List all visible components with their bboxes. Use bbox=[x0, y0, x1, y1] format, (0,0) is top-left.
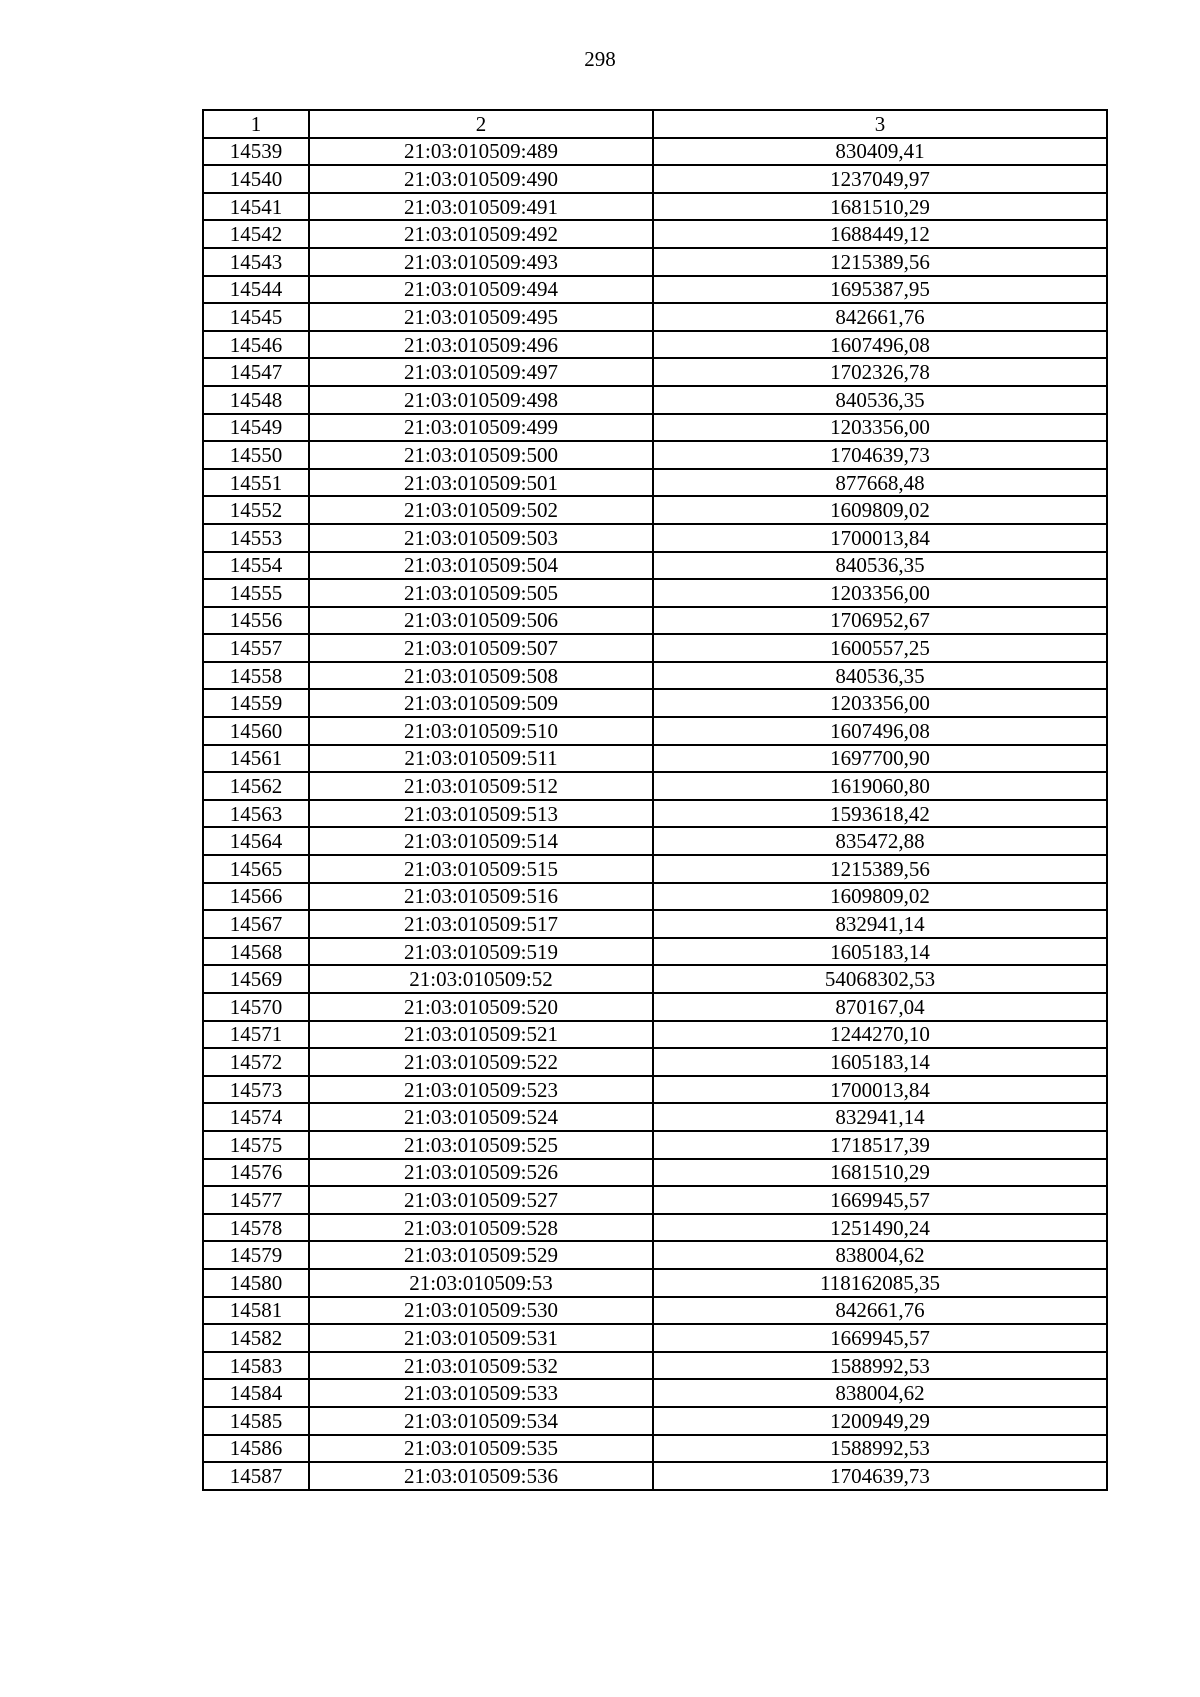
row-number-cell: 14581 bbox=[203, 1297, 309, 1325]
table-row bbox=[203, 717, 1107, 745]
cadastral-value-cell: 1700013,84 bbox=[653, 1076, 1107, 1104]
table-row bbox=[203, 193, 1107, 221]
row-number-cell: 14540 bbox=[203, 165, 309, 193]
row-number-cell: 14583 bbox=[203, 1352, 309, 1380]
table-row bbox=[203, 1407, 1107, 1435]
cadastral-number-cell: 21:03:010509:495 bbox=[309, 303, 653, 331]
table-row bbox=[203, 1159, 1107, 1187]
row-number-cell: 14566 bbox=[203, 883, 309, 911]
table-row bbox=[203, 827, 1107, 855]
row-number-cell: 14576 bbox=[203, 1159, 309, 1187]
cadastral-value-cell: 1695387,95 bbox=[653, 276, 1107, 304]
row-number-cell: 14586 bbox=[203, 1435, 309, 1463]
table-header-row bbox=[203, 110, 1107, 138]
cadastral-value-cell: 1700013,84 bbox=[653, 524, 1107, 552]
table-row bbox=[203, 1462, 1107, 1490]
table-row bbox=[203, 358, 1107, 386]
row-number-cell: 14545 bbox=[203, 303, 309, 331]
cadastral-number-cell: 21:03:010509:512 bbox=[309, 772, 653, 800]
cadastral-number-cell: 21:03:010509:53 bbox=[309, 1269, 653, 1297]
cadastral-number-cell: 21:03:010509:508 bbox=[309, 662, 653, 690]
row-number-cell: 14550 bbox=[203, 441, 309, 469]
row-number-cell: 14551 bbox=[203, 469, 309, 497]
table-row bbox=[203, 1103, 1107, 1131]
cadastral-number-cell: 21:03:010509:528 bbox=[309, 1214, 653, 1242]
table-row bbox=[203, 1297, 1107, 1325]
table-row bbox=[203, 220, 1107, 248]
row-number-cell: 14570 bbox=[203, 993, 309, 1021]
cadastral-value-cell: 1203356,00 bbox=[653, 579, 1107, 607]
cadastral-value-cell: 1605183,14 bbox=[653, 938, 1107, 966]
row-number-cell: 14541 bbox=[203, 193, 309, 221]
table-row bbox=[203, 414, 1107, 442]
cadastral-number-cell: 21:03:010509:499 bbox=[309, 414, 653, 442]
cadastral-value-cell: 1600557,25 bbox=[653, 634, 1107, 662]
cadastral-value-cell: 832941,14 bbox=[653, 910, 1107, 938]
row-number-cell: 14574 bbox=[203, 1103, 309, 1131]
cadastral-value-cell: 832941,14 bbox=[653, 1103, 1107, 1131]
cadastral-number-cell: 21:03:010509:516 bbox=[309, 883, 653, 911]
table-row bbox=[203, 303, 1107, 331]
cadastral-number-cell: 21:03:010509:489 bbox=[309, 138, 653, 166]
table-row bbox=[203, 910, 1107, 938]
cadastral-number-cell: 21:03:010509:505 bbox=[309, 579, 653, 607]
cadastral-number-cell: 21:03:010509:507 bbox=[309, 634, 653, 662]
cadastral-number-cell: 21:03:010509:502 bbox=[309, 496, 653, 524]
row-number-cell: 14558 bbox=[203, 662, 309, 690]
cadastral-value-cell: 1203356,00 bbox=[653, 689, 1107, 717]
cadastral-value-cell: 1605183,14 bbox=[653, 1048, 1107, 1076]
cadastral-number-cell: 21:03:010509:511 bbox=[309, 745, 653, 773]
cadastral-value-cell: 840536,35 bbox=[653, 552, 1107, 580]
cadastral-value-cell: 1215389,56 bbox=[653, 248, 1107, 276]
cadastral-value-cell: 870167,04 bbox=[653, 993, 1107, 1021]
cadastral-value-cell: 118162085,35 bbox=[653, 1269, 1107, 1297]
table-row bbox=[203, 331, 1107, 359]
cadastral-value-cell: 1704639,73 bbox=[653, 1462, 1107, 1490]
table-row bbox=[203, 524, 1107, 552]
cadastral-number-cell: 21:03:010509:534 bbox=[309, 1407, 653, 1435]
cadastral-value-cell: 1718517,39 bbox=[653, 1131, 1107, 1159]
cadastral-number-cell: 21:03:010509:514 bbox=[309, 827, 653, 855]
row-number-cell: 14549 bbox=[203, 414, 309, 442]
table-row bbox=[203, 165, 1107, 193]
table-row bbox=[203, 441, 1107, 469]
page-number: 298 bbox=[584, 47, 616, 71]
cadastral-number-cell: 21:03:010509:500 bbox=[309, 441, 653, 469]
cadastral-value-cell: 840536,35 bbox=[653, 386, 1107, 414]
table-row bbox=[203, 552, 1107, 580]
table-row bbox=[203, 469, 1107, 497]
table-row bbox=[203, 1241, 1107, 1269]
row-number-cell: 14577 bbox=[203, 1186, 309, 1214]
cadastral-value-cell: 1237049,97 bbox=[653, 165, 1107, 193]
cadastral-value-cell: 1697700,90 bbox=[653, 745, 1107, 773]
cadastral-value-cell: 1588992,53 bbox=[653, 1352, 1107, 1380]
row-number-cell: 14547 bbox=[203, 358, 309, 386]
row-number-cell: 14561 bbox=[203, 745, 309, 773]
row-number-cell: 14580 bbox=[203, 1269, 309, 1297]
cadastral-value-cell: 838004,62 bbox=[653, 1379, 1107, 1407]
cadastral-value-table bbox=[202, 109, 1108, 1491]
table-row bbox=[203, 800, 1107, 828]
cadastral-number-cell: 21:03:010509:513 bbox=[309, 800, 653, 828]
cadastral-value-cell: 1203356,00 bbox=[653, 414, 1107, 442]
table-row bbox=[203, 1352, 1107, 1380]
cadastral-number-cell: 21:03:010509:535 bbox=[309, 1435, 653, 1463]
row-number-cell: 14544 bbox=[203, 276, 309, 304]
row-number-cell: 14579 bbox=[203, 1241, 309, 1269]
column-header-1: 1 bbox=[203, 110, 309, 138]
cadastral-number-cell: 21:03:010509:526 bbox=[309, 1159, 653, 1187]
cadastral-value-cell: 1702326,78 bbox=[653, 358, 1107, 386]
cadastral-value-cell: 1215389,56 bbox=[653, 855, 1107, 883]
table-row bbox=[203, 1021, 1107, 1049]
table-row bbox=[203, 1269, 1107, 1297]
cadastral-value-cell: 877668,48 bbox=[653, 469, 1107, 497]
row-number-cell: 14573 bbox=[203, 1076, 309, 1104]
row-number-cell: 14555 bbox=[203, 579, 309, 607]
table-row bbox=[203, 993, 1107, 1021]
cadastral-value-cell: 1588992,53 bbox=[653, 1435, 1107, 1463]
table-row bbox=[203, 1076, 1107, 1104]
cadastral-number-cell: 21:03:010509:532 bbox=[309, 1352, 653, 1380]
cadastral-value-cell: 1244270,10 bbox=[653, 1021, 1107, 1049]
row-number-cell: 14569 bbox=[203, 965, 309, 993]
cadastral-value-cell: 1706952,67 bbox=[653, 607, 1107, 635]
table-row bbox=[203, 496, 1107, 524]
row-number-cell: 14548 bbox=[203, 386, 309, 414]
cadastral-value-cell: 1669945,57 bbox=[653, 1324, 1107, 1352]
cadastral-number-cell: 21:03:010509:519 bbox=[309, 938, 653, 966]
table-row bbox=[203, 855, 1107, 883]
cadastral-value-cell: 1593618,42 bbox=[653, 800, 1107, 828]
row-number-cell: 14578 bbox=[203, 1214, 309, 1242]
table-row bbox=[203, 138, 1107, 166]
cadastral-value-cell: 1704639,73 bbox=[653, 441, 1107, 469]
row-number-cell: 14546 bbox=[203, 331, 309, 359]
cadastral-number-cell: 21:03:010509:524 bbox=[309, 1103, 653, 1131]
cadastral-number-cell: 21:03:010509:497 bbox=[309, 358, 653, 386]
table-row bbox=[203, 1186, 1107, 1214]
table-row bbox=[203, 772, 1107, 800]
row-number-cell: 14539 bbox=[203, 138, 309, 166]
table-row bbox=[203, 1131, 1107, 1159]
row-number-cell: 14557 bbox=[203, 634, 309, 662]
cadastral-number-cell: 21:03:010509:530 bbox=[309, 1297, 653, 1325]
cadastral-number-cell: 21:03:010509:522 bbox=[309, 1048, 653, 1076]
cadastral-number-cell: 21:03:010509:504 bbox=[309, 552, 653, 580]
table-row bbox=[203, 386, 1107, 414]
cadastral-number-cell: 21:03:010509:515 bbox=[309, 855, 653, 883]
cadastral-value-cell: 1681510,29 bbox=[653, 1159, 1107, 1187]
row-number-cell: 14575 bbox=[203, 1131, 309, 1159]
cadastral-number-cell: 21:03:010509:496 bbox=[309, 331, 653, 359]
table-row bbox=[203, 276, 1107, 304]
cadastral-number-cell: 21:03:010509:493 bbox=[309, 248, 653, 276]
cadastral-number-cell: 21:03:010509:527 bbox=[309, 1186, 653, 1214]
table-row bbox=[203, 248, 1107, 276]
cadastral-value-cell: 1609809,02 bbox=[653, 883, 1107, 911]
cadastral-number-cell: 21:03:010509:510 bbox=[309, 717, 653, 745]
row-number-cell: 14563 bbox=[203, 800, 309, 828]
cadastral-number-cell: 21:03:010509:525 bbox=[309, 1131, 653, 1159]
cadastral-number-cell: 21:03:010509:490 bbox=[309, 165, 653, 193]
row-number-cell: 14556 bbox=[203, 607, 309, 635]
cadastral-value-cell: 1681510,29 bbox=[653, 193, 1107, 221]
cadastral-value-cell: 1609809,02 bbox=[653, 496, 1107, 524]
table-row bbox=[203, 883, 1107, 911]
cadastral-value-cell: 835472,88 bbox=[653, 827, 1107, 855]
cadastral-number-cell: 21:03:010509:492 bbox=[309, 220, 653, 248]
cadastral-value-cell: 1619060,80 bbox=[653, 772, 1107, 800]
table-row bbox=[203, 1048, 1107, 1076]
cadastral-number-cell: 21:03:010509:52 bbox=[309, 965, 653, 993]
column-header-3: 3 bbox=[653, 110, 1107, 138]
table-row bbox=[203, 689, 1107, 717]
cadastral-value-cell: 842661,76 bbox=[653, 1297, 1107, 1325]
cadastral-value-cell: 838004,62 bbox=[653, 1241, 1107, 1269]
cadastral-number-cell: 21:03:010509:506 bbox=[309, 607, 653, 635]
table-row bbox=[203, 662, 1107, 690]
cadastral-number-cell: 21:03:010509:501 bbox=[309, 469, 653, 497]
cadastral-number-cell: 21:03:010509:521 bbox=[309, 1021, 653, 1049]
row-number-cell: 14553 bbox=[203, 524, 309, 552]
cadastral-number-cell: 21:03:010509:517 bbox=[309, 910, 653, 938]
cadastral-number-cell: 21:03:010509:491 bbox=[309, 193, 653, 221]
cadastral-value-cell: 1607496,08 bbox=[653, 331, 1107, 359]
row-number-cell: 14572 bbox=[203, 1048, 309, 1076]
cadastral-number-cell: 21:03:010509:523 bbox=[309, 1076, 653, 1104]
row-number-cell: 14582 bbox=[203, 1324, 309, 1352]
cadastral-value-cell: 830409,41 bbox=[653, 138, 1107, 166]
cadastral-number-cell: 21:03:010509:509 bbox=[309, 689, 653, 717]
table-row bbox=[203, 1214, 1107, 1242]
cadastral-value-cell: 1669945,57 bbox=[653, 1186, 1107, 1214]
row-number-cell: 14567 bbox=[203, 910, 309, 938]
row-number-cell: 14560 bbox=[203, 717, 309, 745]
row-number-cell: 14542 bbox=[203, 220, 309, 248]
row-number-cell: 14571 bbox=[203, 1021, 309, 1049]
row-number-cell: 14554 bbox=[203, 552, 309, 580]
row-number-cell: 14552 bbox=[203, 496, 309, 524]
table-row bbox=[203, 634, 1107, 662]
cadastral-value-cell: 1688449,12 bbox=[653, 220, 1107, 248]
table-body bbox=[203, 138, 1107, 1490]
table-row bbox=[203, 607, 1107, 635]
cadastral-number-cell: 21:03:010509:503 bbox=[309, 524, 653, 552]
row-number-cell: 14584 bbox=[203, 1379, 309, 1407]
column-header-2: 2 bbox=[309, 110, 653, 138]
table-row bbox=[203, 1379, 1107, 1407]
table-row bbox=[203, 938, 1107, 966]
table-row bbox=[203, 1435, 1107, 1463]
row-number-cell: 14565 bbox=[203, 855, 309, 883]
cadastral-number-cell: 21:03:010509:498 bbox=[309, 386, 653, 414]
cadastral-value-cell: 840536,35 bbox=[653, 662, 1107, 690]
table-row bbox=[203, 745, 1107, 773]
cadastral-number-cell: 21:03:010509:536 bbox=[309, 1462, 653, 1490]
table-row bbox=[203, 1324, 1107, 1352]
row-number-cell: 14562 bbox=[203, 772, 309, 800]
row-number-cell: 14559 bbox=[203, 689, 309, 717]
row-number-cell: 14568 bbox=[203, 938, 309, 966]
cadastral-number-cell: 21:03:010509:533 bbox=[309, 1379, 653, 1407]
row-number-cell: 14564 bbox=[203, 827, 309, 855]
table-row bbox=[203, 965, 1107, 993]
cadastral-number-cell: 21:03:010509:520 bbox=[309, 993, 653, 1021]
cadastral-number-cell: 21:03:010509:494 bbox=[309, 276, 653, 304]
row-number-cell: 14543 bbox=[203, 248, 309, 276]
row-number-cell: 14587 bbox=[203, 1462, 309, 1490]
cadastral-value-cell: 54068302,53 bbox=[653, 965, 1107, 993]
cadastral-value-cell: 1251490,24 bbox=[653, 1214, 1107, 1242]
cadastral-number-cell: 21:03:010509:529 bbox=[309, 1241, 653, 1269]
cadastral-number-cell: 21:03:010509:531 bbox=[309, 1324, 653, 1352]
row-number-cell: 14585 bbox=[203, 1407, 309, 1435]
table-row bbox=[203, 579, 1107, 607]
cadastral-value-cell: 1607496,08 bbox=[653, 717, 1107, 745]
cadastral-value-cell: 1200949,29 bbox=[653, 1407, 1107, 1435]
cadastral-value-cell: 842661,76 bbox=[653, 303, 1107, 331]
